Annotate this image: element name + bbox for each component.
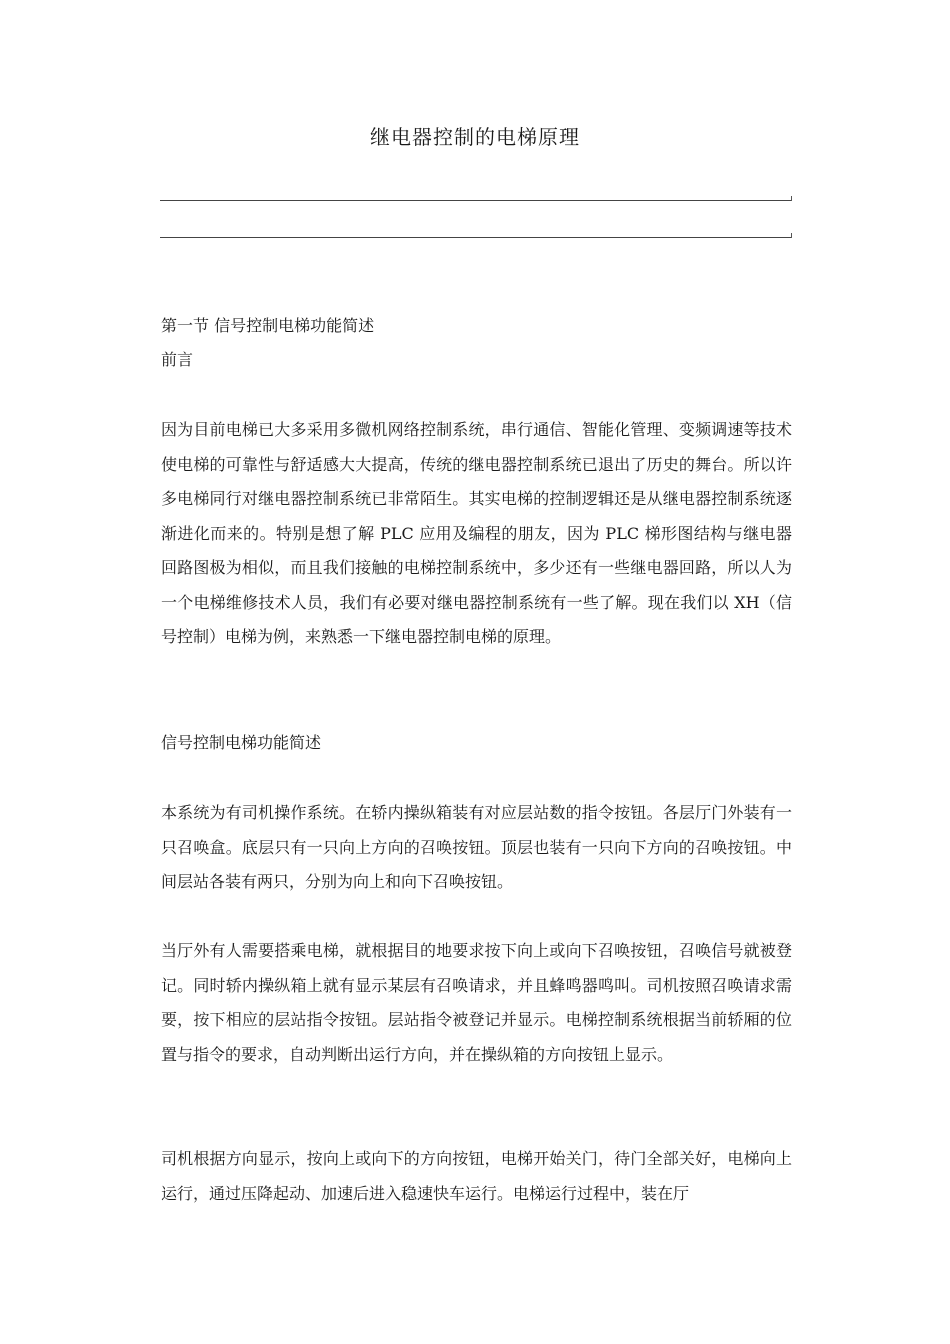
preface-label: 前言 [161,350,194,369]
document-title: 继电器控制的电梯原理 [370,125,580,149]
paragraph-operation: 司机根据方向显示，按向上或向下的方向按钮，电梯开始关门，待门全部关好，电梯向上运行，通过压降起动、加速后进入稳速快车运行。电梯运行过程中，装在厅 [161,1149,792,1203]
paragraph-call: 当厅外有人需要搭乘电梯，就根据目的地要求按下向上或向下召唤按钮，召唤信号就被登记。同时轿内操纵箱上就有显示某层有召唤请求，并且蜂鸣器鸣叫。司机按照召唤请求需要，按下相应的层站指令按钮。层站指令被登记并显示。电梯控制系统根据当前轿厢的位置与指令的要求，自动判断出运行方向，并在操纵箱的方向按钮上显示。 [161,941,792,1064]
header-rule-bottom [160,237,791,238]
paragraph-system: 本系统为有司机操作系统。在轿内操纵箱装有对应层站数的指令按钮。各层厅门外装有一只召唤盒。底层只有一只向上方向的召唤按钮。顶层也装有一只向下方向的召唤按钮。中间层站各装有两只，分别为向上和向下召唤按钮。 [161,803,792,891]
header-rule-top [160,200,791,201]
subheading: 信号控制电梯功能简述 [161,733,322,752]
paragraph-intro: 因为目前电梯已大多采用多微机网络控制系统，串行通信、智能化管理、变频调速等技术使电梯的可靠性与舒适感大大提高，传统的继电器控制系统已退出了历史的舞台。所以许多电梯同行对继电器控制系统已非常陌生。其实电梯的控制逻辑还是从继电器控制系统逐渐进化而来的。特别是想了解 PLC 应用及编程的朋友，因为 PLC 梯形图结构与继电器回路图极为相似，而且我们接触的电梯控制系统中，多少还有一些继电器回路，所以人为一个电梯维修技术人员，我们有必要对继电器控制系统有一些了解。现在我们以 XH（信号控制）电梯为例，来熟悉一下继电器控制电梯的原理。 [161,420,792,646]
section-heading: 第一节 信号控制电梯功能简述 [161,316,375,335]
